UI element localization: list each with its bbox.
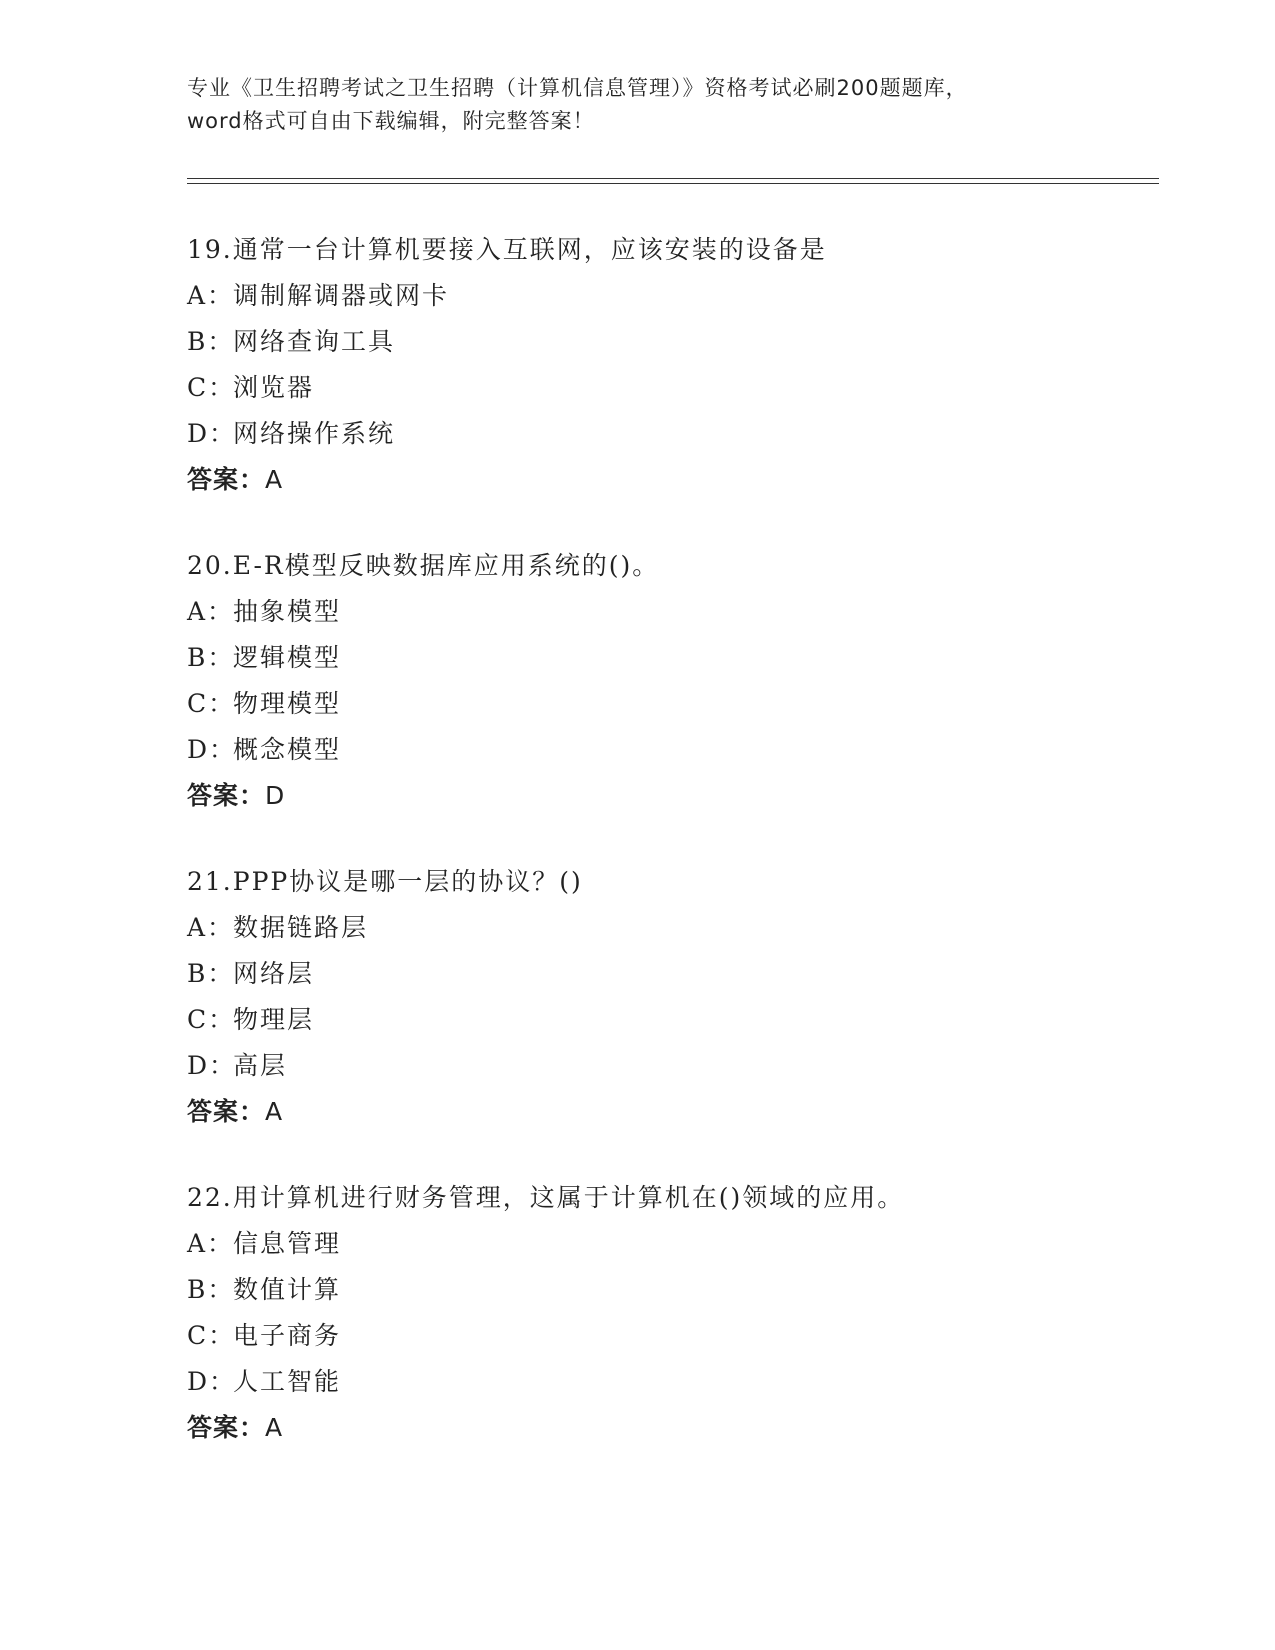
question-22: [187, 1175, 1167, 1451]
header-line-1: 专业《卫生招聘考试之卫生招聘（计算机信息管理）》资格考试必刷200题题库，: [187, 76, 968, 100]
question-stem: 20.E-R模型反映数据库应用系统的()。: [187, 551, 660, 580]
option-text: 网络查询工具: [233, 327, 396, 356]
answer-label: 答案：: [187, 1413, 266, 1442]
question-19: [187, 227, 1167, 503]
document-header: [187, 72, 1087, 138]
option-key: D：: [187, 1367, 237, 1396]
option-text: 调制解调器或网卡: [233, 281, 450, 310]
option-a: [187, 589, 1167, 635]
option-c: [187, 997, 1167, 1043]
option-key: A：: [187, 597, 235, 626]
option-key: D：: [187, 1051, 237, 1080]
header-divider-bottom: [187, 183, 1159, 184]
option-key: D：: [187, 419, 237, 448]
option-text: 电子商务: [233, 1321, 342, 1350]
option-a: [187, 1221, 1167, 1267]
question-stem: 19.通常一台计算机要接入互联网，应该安装的设备是: [187, 235, 827, 264]
header-line-2: word格式可自由下载编辑，附完整答案！: [187, 109, 595, 133]
answer-value: A: [265, 465, 284, 494]
option-text: 物理层: [233, 1005, 315, 1034]
option-a: [187, 905, 1167, 951]
option-c: [187, 1313, 1167, 1359]
option-d: [187, 411, 1167, 457]
answer-line: [187, 773, 1167, 819]
answer-label: 答案：: [187, 781, 266, 810]
option-text: 高层: [233, 1051, 288, 1080]
option-d: [187, 1359, 1167, 1405]
option-d: [187, 727, 1167, 773]
question-21: [187, 859, 1167, 1135]
answer-value: A: [265, 1413, 284, 1442]
option-text: 网络层: [233, 959, 315, 988]
option-text: 网络操作系统: [233, 419, 396, 448]
option-c: [187, 681, 1167, 727]
option-b: [187, 951, 1167, 997]
answer-label: 答案：: [187, 1097, 266, 1126]
answer-label: 答案：: [187, 465, 266, 494]
option-key: A：: [187, 1229, 235, 1258]
option-c: [187, 365, 1167, 411]
answer-line: [187, 1089, 1167, 1135]
option-text: 物理模型: [233, 689, 342, 718]
header-divider-top: [187, 178, 1159, 179]
option-key: C：: [187, 373, 236, 402]
option-text: 浏览器: [233, 373, 315, 402]
option-text: 人工智能: [233, 1367, 342, 1396]
question-20: [187, 543, 1167, 819]
option-b: [187, 635, 1167, 681]
option-key: B：: [187, 327, 235, 356]
question-stem: 21.PPP协议是哪一层的协议？(): [187, 867, 583, 896]
option-key: B：: [187, 643, 235, 672]
option-text: 数据链路层: [233, 913, 369, 942]
option-text: 抽象模型: [233, 597, 342, 626]
answer-line: [187, 457, 1167, 503]
option-key: D：: [187, 735, 237, 764]
option-key: C：: [187, 1321, 236, 1350]
option-key: C：: [187, 689, 236, 718]
answer-value: A: [265, 1097, 284, 1126]
answer-line: [187, 1405, 1167, 1451]
option-key: A：: [187, 913, 235, 942]
option-a: [187, 273, 1167, 319]
option-key: B：: [187, 1275, 235, 1304]
option-key: B：: [187, 959, 235, 988]
option-text: 概念模型: [233, 735, 342, 764]
option-b: [187, 319, 1167, 365]
option-b: [187, 1267, 1167, 1313]
option-d: [187, 1043, 1167, 1089]
option-key: C：: [187, 1005, 236, 1034]
option-text: 数值计算: [233, 1275, 342, 1304]
option-text: 逻辑模型: [233, 643, 342, 672]
option-text: 信息管理: [233, 1229, 342, 1258]
option-key: A：: [187, 281, 235, 310]
question-stem: 22.用计算机进行财务管理，这属于计算机在()领域的应用。: [187, 1183, 905, 1212]
answer-value: D: [265, 781, 286, 810]
